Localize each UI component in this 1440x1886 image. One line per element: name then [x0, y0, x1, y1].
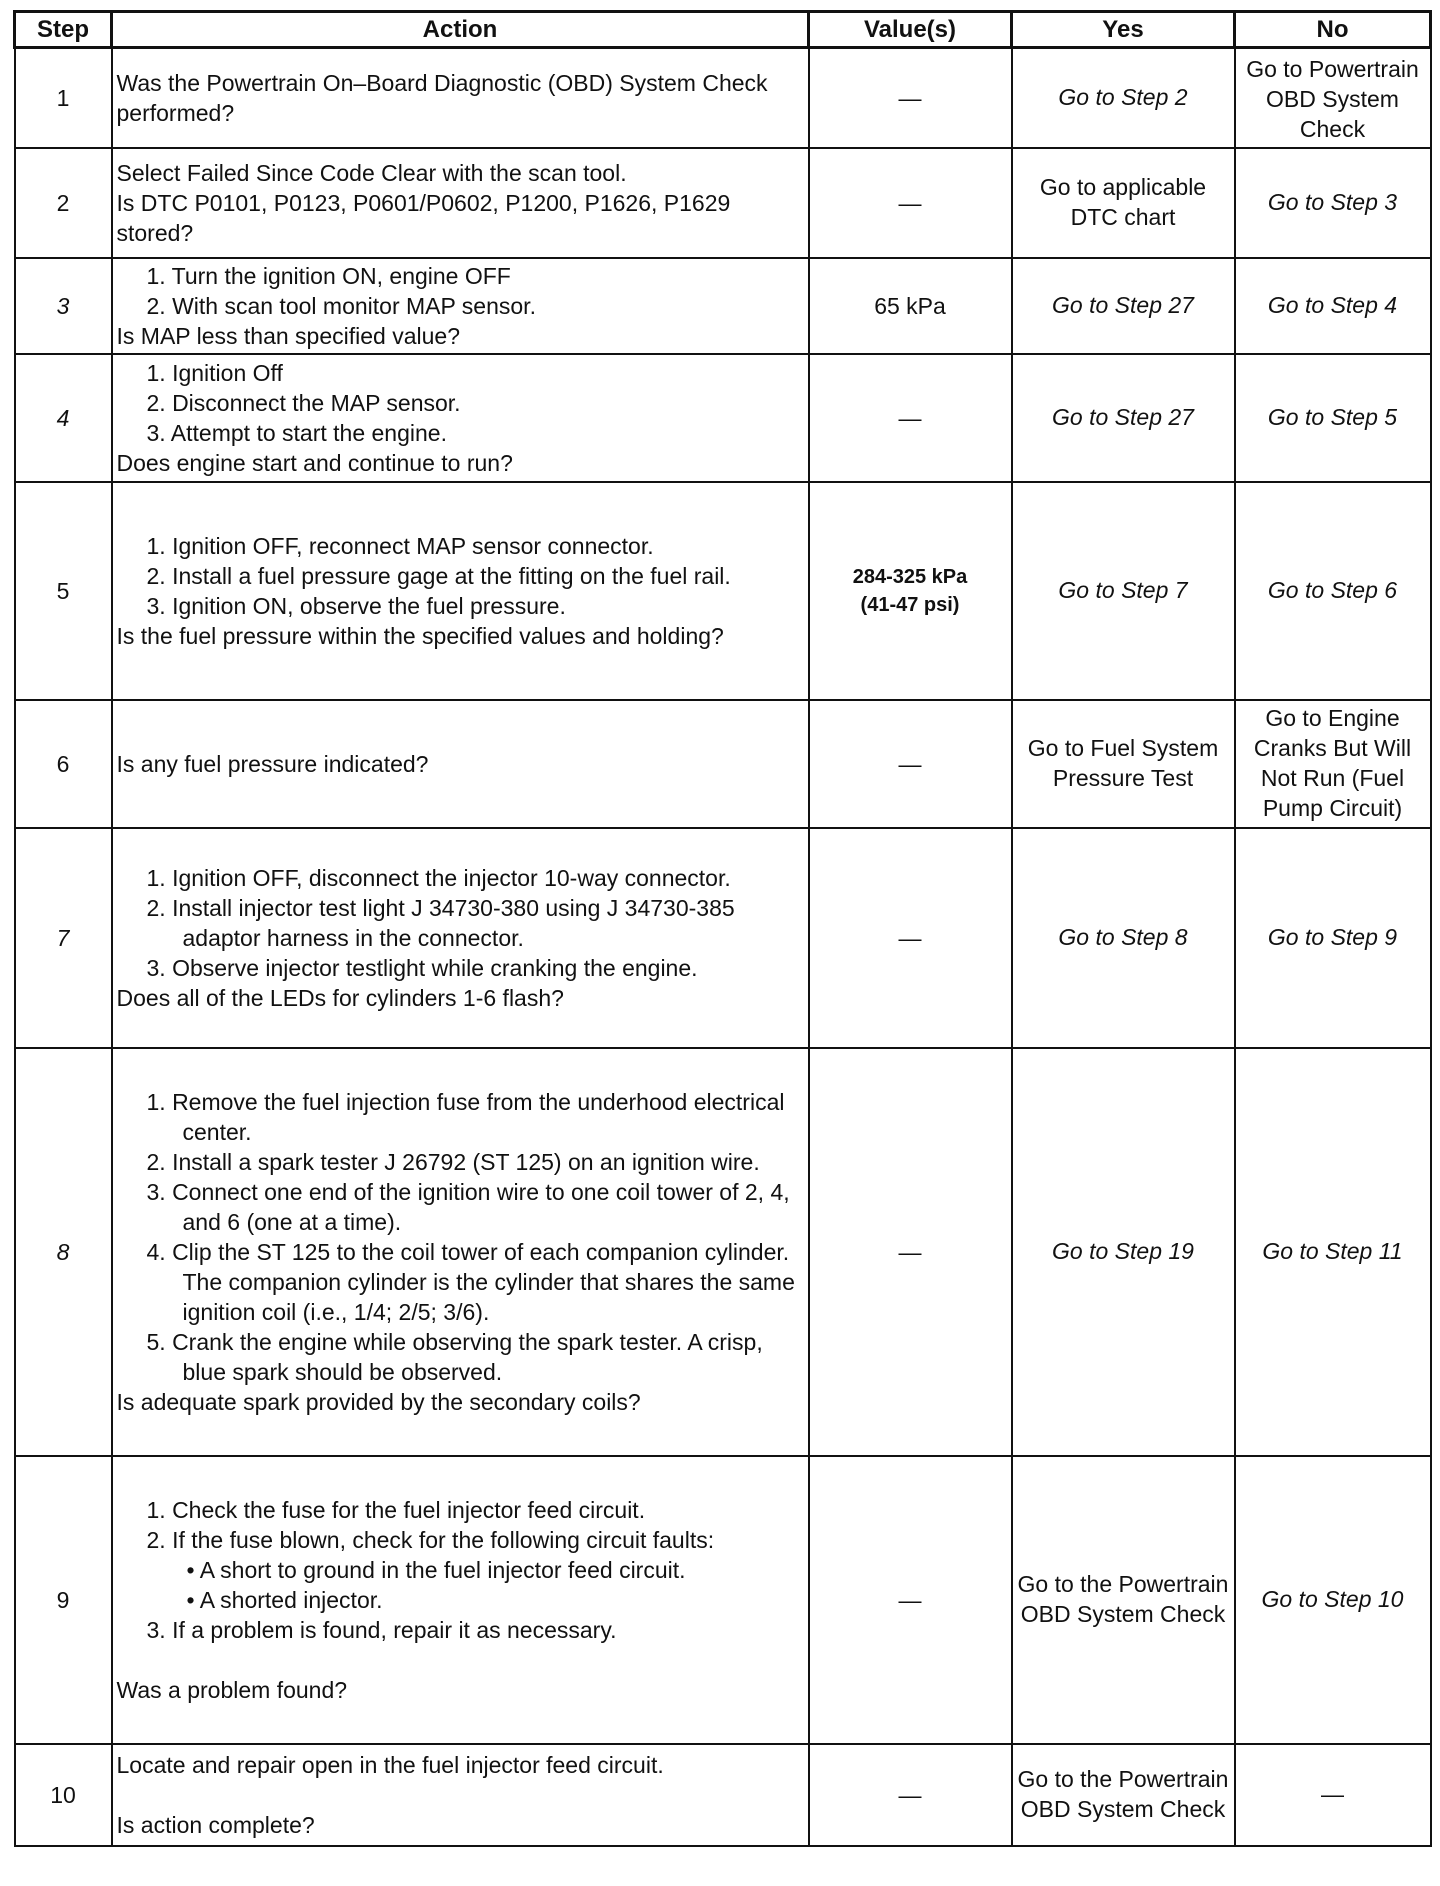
spacer: [117, 1645, 802, 1675]
action-cell: [112, 1744, 809, 1846]
action-cell: [112, 482, 809, 700]
step-number: 3: [15, 258, 112, 354]
value-cell: —: [809, 48, 1012, 148]
action-cell: [112, 148, 809, 258]
action-item: 3. Connect one end of the ignition wire to one coil tower of 2, 4, and 6 (one at a time).: [146, 1178, 790, 1235]
value-cell: —: [809, 1456, 1012, 1744]
action-intro: Select Failed Since Code Clear with the scan tool.: [116, 159, 627, 186]
step-number: 4: [15, 354, 112, 482]
value-psi: (41-47 psi): [860, 593, 960, 616]
action-question: Is MAP less than specified value?: [116, 322, 460, 349]
header-action: Action: [112, 12, 809, 48]
value-kpa: 284-325 kPa: [852, 565, 968, 588]
action-cell: [112, 828, 809, 1048]
action-cell: [112, 258, 809, 354]
yes-cell: Go to Step 27: [1012, 258, 1235, 354]
value-cell: —: [809, 1744, 1012, 1846]
header-step: Step: [15, 12, 112, 48]
no-cell: Go to Step 5: [1235, 354, 1431, 482]
header-yes: Yes: [1012, 12, 1235, 48]
action-bullet: • A shorted injector.: [186, 1586, 383, 1613]
table-row-step-1: [15, 48, 1431, 148]
action-question: Does all of the LEDs for cylinders 1-6 flash?: [116, 984, 564, 1011]
action-bullet: • A short to ground in the fuel injector feed circuit.: [186, 1556, 686, 1583]
step-number: 1: [15, 48, 112, 148]
action-item: 2. With scan tool monitor MAP sensor.: [146, 292, 536, 319]
action-item: 1. Ignition OFF, disconnect the injector 10-way connector.: [146, 864, 731, 891]
value-cell: 65 kPa: [809, 258, 1012, 354]
action-item: 3. Observe injector testlight while cranking the engine.: [146, 954, 698, 981]
no-cell: —: [1235, 1744, 1431, 1846]
no-cell: Go to Step 11: [1235, 1048, 1431, 1456]
no-cell: Go to Engine Cranks But Will Not Run (Fuel Pump Circuit): [1235, 700, 1431, 828]
action-item: 5. Crank the engine while observing the spark tester. A crisp, blue spark should be observed.: [146, 1328, 763, 1385]
action-item: 3. Attempt to start the engine.: [146, 419, 447, 446]
yes-cell: Go to the Powertrain OBD System Check: [1012, 1744, 1235, 1846]
diagnostic-table: [13, 10, 1432, 1847]
action-item: 3. Ignition ON, observe the fuel pressure.: [146, 592, 566, 619]
action-question: Is action complete?: [116, 1811, 315, 1838]
header-values: Value(s): [809, 12, 1012, 48]
value-cell: —: [809, 700, 1012, 828]
action-item: 2. Install a spark tester J 26792 (ST 125) on an ignition wire.: [146, 1148, 760, 1175]
step-number: 10: [15, 1744, 112, 1846]
bullet-text: A shorted injector.: [199, 1586, 383, 1613]
value-cell: —: [809, 828, 1012, 1048]
yes-cell: Go to Step 8: [1012, 828, 1235, 1048]
action-question: Does engine start and continue to run?: [116, 449, 513, 476]
step-number: 9: [15, 1456, 112, 1744]
yes-cell: Go to Fuel System Pressure Test: [1012, 700, 1235, 828]
value-cell: —: [809, 1048, 1012, 1456]
table-row-step-6: [15, 700, 1431, 828]
action-item: 4. Clip the ST 125 to the coil tower of each companion cylinder. The companion cylinder is the cylinder that shares the same ignition coil (i.e., 1/4; 2/5; 3/6).: [146, 1238, 795, 1325]
no-cell: Go to Step 4: [1235, 258, 1431, 354]
table-row-step-8: [15, 1048, 1431, 1456]
no-cell: Go to Step 10: [1235, 1456, 1431, 1744]
action-item: 1. Turn the ignition ON, engine OFF: [146, 262, 511, 289]
action-question: Is DTC P0101, P0123, P0601/P0602, P1200, P1626, P1629 stored?: [116, 189, 731, 246]
action-item: 1. Remove the fuel injection fuse from the underhood electrical center.: [146, 1088, 785, 1145]
table-row-step-5: [15, 482, 1431, 700]
action-text: Was the Powertrain On–Board Diagnostic (OBD) System Check performed?: [116, 69, 768, 126]
action-cell: [112, 1048, 809, 1456]
step-number: 5: [15, 482, 112, 700]
no-cell: Go to Step 3: [1235, 148, 1431, 258]
value-cell: —: [809, 148, 1012, 258]
header-row: [15, 12, 1431, 48]
value-cell: [809, 482, 1012, 700]
action-item: 2. If the fuse blown, check for the following circuit faults:: [146, 1526, 715, 1553]
yes-cell: Go to Step 19: [1012, 1048, 1235, 1456]
action-item: 3. If a problem is found, repair it as necessary.: [146, 1616, 617, 1643]
step-number: 7: [15, 828, 112, 1048]
step-number: 6: [15, 700, 112, 828]
table-row-step-10: [15, 1744, 1431, 1846]
action-item: 2. Install injector test light J 34730-380 using J 34730-385 adaptor harness in the connector.: [146, 894, 735, 951]
no-cell: Go to Step 6: [1235, 482, 1431, 700]
yes-cell: Go to Step 27: [1012, 354, 1235, 482]
action-intro: Locate and repair open in the fuel injector feed circuit.: [116, 1751, 664, 1778]
table-row-step-2: [15, 148, 1431, 258]
yes-cell: Go to Step 7: [1012, 482, 1235, 700]
action-item: 1. Ignition OFF, reconnect MAP sensor connector.: [146, 532, 654, 559]
action-item: 2. Install a fuel pressure gage at the fitting on the fuel rail.: [146, 562, 731, 589]
table-row-step-7: [15, 828, 1431, 1048]
yes-cell: Go to applicable DTC chart: [1012, 148, 1235, 258]
header-no: No: [1235, 12, 1431, 48]
action-item: 1. Ignition Off: [146, 359, 283, 386]
value-cell: —: [809, 354, 1012, 482]
action-item: 2. Disconnect the MAP sensor.: [146, 389, 461, 416]
step-number: 8: [15, 1048, 112, 1456]
no-cell: Go to Powertrain OBD System Check: [1235, 48, 1431, 148]
table-row-step-9: [15, 1456, 1431, 1744]
no-cell: Go to Step 9: [1235, 828, 1431, 1048]
bullet-text: A short to ground in the fuel injector feed circuit.: [199, 1556, 686, 1583]
action-item: 1. Check the fuse for the fuel injector feed circuit.: [146, 1496, 646, 1523]
action-question: Is adequate spark provided by the secondary coils?: [116, 1388, 641, 1415]
yes-cell: Go to Step 2: [1012, 48, 1235, 148]
action-cell: [112, 354, 809, 482]
yes-cell: Go to the Powertrain OBD System Check: [1012, 1456, 1235, 1744]
step-number: 2: [15, 148, 112, 258]
action-question: Is the fuel pressure within the specified values and holding?: [116, 622, 724, 649]
table-row-step-4: [15, 354, 1431, 482]
action-question: Was a problem found?: [116, 1676, 348, 1703]
action-cell: [112, 700, 809, 828]
table-row-step-3: [15, 258, 1431, 354]
spacer: [117, 1780, 802, 1810]
action-cell: [112, 1456, 809, 1744]
action-question: Is any fuel pressure indicated?: [116, 750, 429, 777]
action-cell: [112, 48, 809, 148]
